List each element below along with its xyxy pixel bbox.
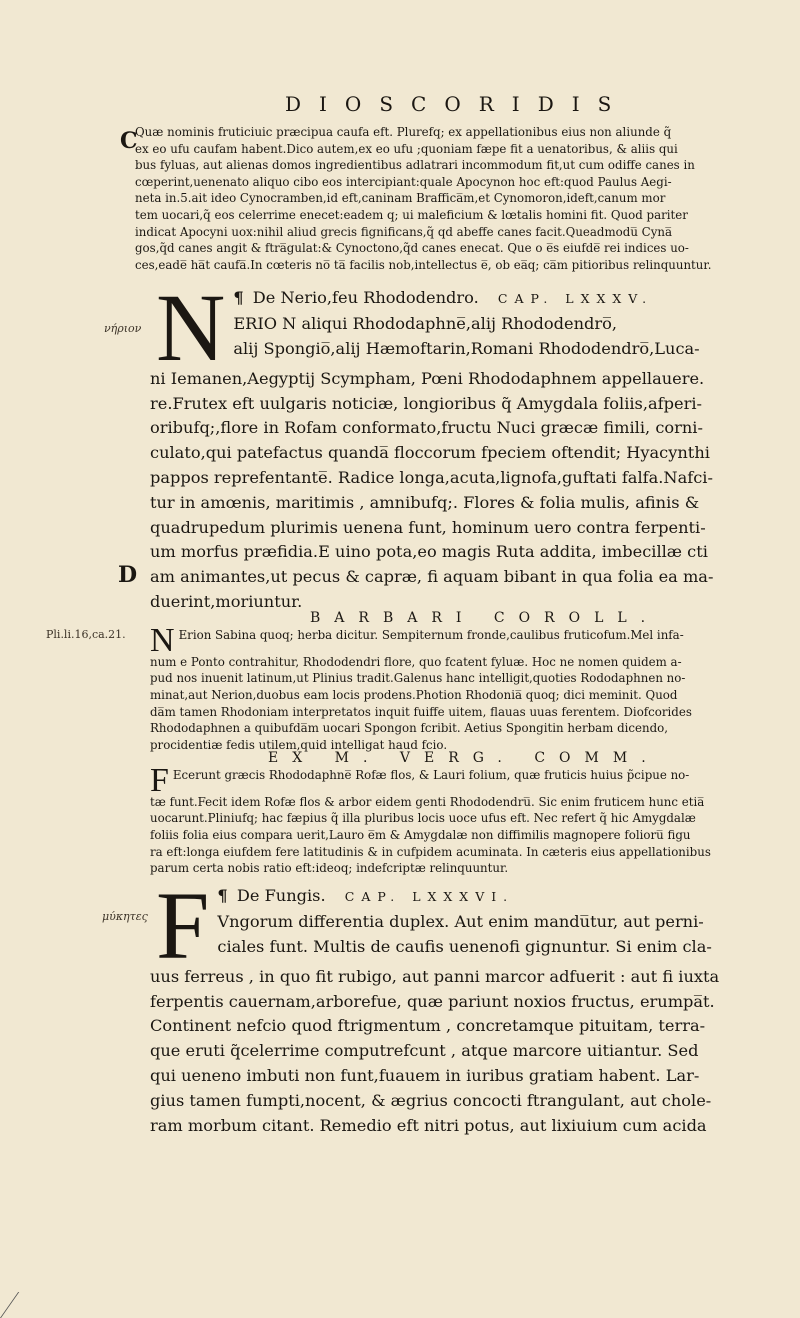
text-line: que eruti q̃celerrime computrefcunt , atque marcore uitiantur. Sed	[150, 1041, 699, 1061]
text-line: quadrupedum plurimis uenena funt, hominum uero contra ferpenti-	[150, 517, 706, 537]
text-line: tæ funt.Fecit idem Rofæ flos & arbor eidem genti Rhododendru̅. Sic enim fruticem hunc etia̅	[150, 794, 705, 809]
text-line: gos,q̃d canes angit & ftra̅gulat:& Cynoctono,q̃d canes enecat. Que o e̅s eiufde̅ rei indices uo-	[135, 241, 689, 256]
text-line: Vngorum differentia duplex. Aut enim mandu̅tur, aut perni-	[217, 911, 704, 931]
text-line: neta in.5.ait ideo Cynocramben,id eft,caninam Braffica̅m,et Cynomoron,ideft,canum mor	[135, 191, 666, 206]
text-line: am animantes,ut pecus & capræ, fi aquam bibant in qua folia ea ma-	[150, 567, 714, 587]
commentary-title-verg: EX M. VERG. COMM.	[268, 750, 660, 766]
text-line: um morfus præfidia.E uino pota,eo magis Ruta addita, imbecillæ cti	[150, 542, 708, 562]
dropcap-n-small: N	[150, 626, 175, 654]
chapter-title: De Fungis.	[236, 886, 326, 905]
text-line: minat,aut Nerion,duobus eam locis prodens.Photion Rhodonia̅ quoq; dici meminit. Quod	[150, 687, 678, 702]
section-intro-paragraph	[135, 124, 789, 273]
chapter-nerio	[150, 274, 790, 615]
text-line: pappos reprefentante̅. Radice longa,acuta,lignofa,guftati falfa.Nafci-	[150, 467, 713, 487]
text-line: ram morbum citant. Remedio eft nitri potus, aut lixiuium cum acida	[150, 1115, 707, 1135]
text-line: num e Ponto contrahitur, Rhododendri flore, quo fcatent fyluæ. Hoc ne nomen quidem a-	[150, 654, 682, 669]
text-line: uocarunt.Pliniufq; hac fæpius q̃ illa pluribus locis uoce ufus eft. Nec refert q̃ hic Amygdalæ	[150, 811, 696, 826]
chapter-number: CAP. LXXXV.	[497, 291, 654, 306]
text-line: ces,eade̅ ha̅t caufa̅.In cœteris no̅ ta̅ facilis nob,intellectus e̅, ob ea̅q; ca̅m pitioribus relinquuntur.	[135, 257, 712, 272]
margin-letter-c: C	[120, 128, 138, 154]
commentary-title-barbari: BARBARI COROLL.	[310, 610, 660, 626]
commentary-barbari	[150, 610, 790, 753]
text-line: Rhododaphnen a quibufda̅m uocari Spongon fcribit. Aetius Spongitin herbam dicendo,	[150, 721, 669, 736]
text-line: re.Frutex eft uulgaris noticiæ, longioribus q̃ Amygdala foliis,afperi-	[150, 393, 702, 413]
dropcap-n: N	[156, 274, 226, 381]
text-line: parum certa nobis ratio eft:ideoq; indefcriptæ relinquuntur.	[150, 861, 509, 876]
text-line: Quæ nominis fruticiuic præcipua caufa eft. Plurefq; ex appellationibus eius non aliunde q̃	[135, 125, 672, 139]
margin-reference-pliny: Pli.li.16,ca.21.	[46, 628, 126, 641]
text-line: procidentiæ fedis utilem,quid intelligat haud fcio.	[150, 737, 448, 752]
dropcap-f-small: F	[150, 766, 169, 794]
text-line: bus fyluas, aut alienas domos ingredientibus adlatrari incommodum fit,ut cum odiffe canes in	[135, 158, 695, 173]
text-line: alij Spongio̅,alij Hæmoftarin,Romani Rhododendro̅,Luca-	[233, 338, 700, 358]
text-line: oribufq;,flore in Rofam conformato,fructu Nuci græcæ fimili, corni-	[150, 418, 703, 438]
text-line: tem uocari,q̃ eos celerrime enecet:eadem q; ui maleficium & lœtalis homini fit. Quod pariter	[135, 207, 688, 222]
margin-greek-mycetes: μύκητες	[102, 910, 148, 923]
text-line: uus ferreus , in quo fit rubigo, aut panni marcor adfuerit : aut fi iuxta	[150, 966, 720, 986]
chapter-heading-nerio	[150, 286, 790, 312]
first-line-text: Ecerunt græcis Rhododaphne̅ Rofæ flos, & Lauri folium, quæ fruticis huius p̃cipue no-	[172, 767, 690, 782]
text-line	[150, 627, 790, 654]
corner-crease-mark	[0, 1292, 41, 1318]
text-line: pud nos inuenit latinum,ut Plinius tradit.Galenus hanc intelligit,quoties Rododaphnen no-	[150, 671, 686, 686]
text-line: cœperint,uenenato aliquo cibo eos intercipiant:quale Apocynon hoc eft:quod Paulus Aegi-	[135, 174, 672, 189]
margin-greek-nerion: νήριον	[104, 322, 142, 335]
pilcrow-icon: ¶	[233, 288, 244, 307]
commentary-vergilius	[150, 750, 790, 877]
margin-letter-d: D	[118, 562, 138, 588]
dropcap-f: F	[156, 872, 210, 979]
text-line: ni Iemanen,Aegyptij Scympham, Pœni Rhododaphnem appellauere.	[150, 368, 705, 388]
text-line: da̅m tamen Rhodoniam interpretatos inquit fuiffe uitem, flauas uuas ferentem. Diofcorides	[150, 704, 692, 719]
text-line: qui ueneno imbuti non funt,fuauem in iuribus gratiam habent. Lar-	[150, 1065, 700, 1085]
text-line: ciales funt. Multis de caufis uenenofi gignuntur. Si enim cla-	[217, 936, 712, 956]
text-line: Continent nefcio quod ftrigmentum , concretamque pituitam, terra-	[150, 1016, 706, 1036]
running-header: DIOSCORIDIS	[285, 92, 630, 116]
chapter-heading-fungis	[150, 884, 790, 910]
text-line: ex eo ufu caufam habent.Dico autem,ex eo ufu ;quoniam fæpe fit a uenatoribus, & aliis qui	[135, 141, 678, 156]
pilcrow-icon: ¶	[217, 886, 228, 905]
text-line: ERIO N aliqui Rhododaphne̅,alij Rhododendro̅,	[233, 313, 617, 333]
text-line: indicat Apocyni uox:nihil aliud grecis fignificans,q̃ qd abeffe canes facit.Queadmodu̅ Cyna̅	[135, 224, 672, 239]
chapter-title: De Nerio,feu Rhododendro.	[252, 288, 479, 307]
text-line: tur in amœnis, maritimis , amnibufq;. Flores & folia mulis, afinis &	[150, 492, 700, 512]
first-line-text: Erion Sabina quoq; herba dicitur. Sempiternum fronde,caulibus fruticofum.Mel infa-	[178, 627, 684, 642]
text-line: gius tamen fumpti,nocent, & ægrius concocti ftrangulant, aut chole-	[150, 1090, 712, 1110]
chapter-number: CAP. LXXXVI.	[344, 889, 515, 904]
text-line: ra eft:longa eiufdem fere latitudinis & in cufpidem acuminata. In cæteris eius appellationibus	[150, 844, 711, 859]
text-line: culato,qui patefactus quanda̅ floccorum fpeciem oftendit; Hyacynthi	[150, 443, 710, 463]
text-line: duerint,moriuntur.	[150, 591, 303, 611]
text-line: ferpentis cauernam,arborefue, quæ pariunt noxios fructus, erumpa̅t.	[150, 991, 715, 1011]
text-line	[150, 767, 790, 794]
chapter-fungis	[150, 872, 790, 1138]
text-line: foliis folia eius compara uerit,Lauro e̅m & Amygdalæ non diffimilis magnopere folioru̅ figu	[150, 827, 691, 842]
